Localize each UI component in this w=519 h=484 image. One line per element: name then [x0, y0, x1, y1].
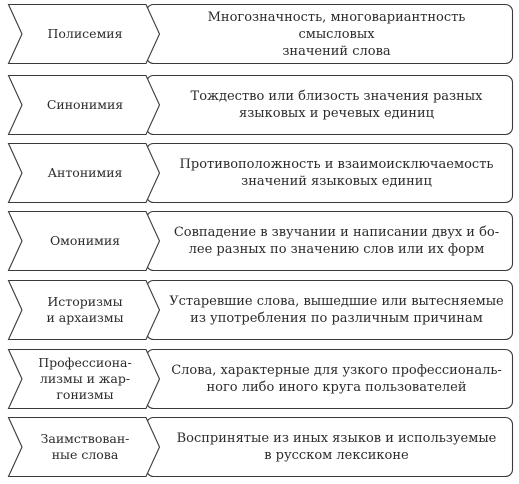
definition-box [146, 211, 513, 271]
term-text: Полисемия [47, 26, 123, 41]
term-text: Историзмы и архаизмы [46, 294, 124, 325]
diagram-row [0, 280, 519, 340]
term-arrow [8, 211, 160, 271]
term-arrow [8, 417, 160, 477]
term-arrow [8, 349, 160, 409]
term-text: Омонимия [49, 233, 121, 248]
definition-box [146, 75, 513, 135]
definition-box [146, 417, 513, 477]
definition-box [146, 143, 513, 203]
definition-box [146, 4, 513, 64]
diagram-row [0, 349, 519, 409]
diagram-row [0, 4, 519, 64]
diagram-row [0, 417, 519, 477]
term-arrow [8, 75, 160, 135]
definition-text: Слова, характерные для узкого профессиональ- ного либо иного круга пользователей [171, 363, 502, 395]
definition-text: Многозначность, многовариантность смысловых значений слова [207, 9, 466, 59]
definition-text: Совпадение в звучании и написании двух и бо- лее разных по значению слов или их форм [173, 225, 500, 257]
definition-text: Воспринятые из иных языков и используемые в русском лексиконе [176, 431, 497, 463]
term-arrow [8, 280, 160, 340]
term-text: Заимствован- ные слова [40, 431, 130, 462]
definition-box [146, 349, 513, 409]
term-arrow [8, 4, 160, 64]
definition-text: Противоположность и взаимоисключаемость значений языковых единиц [179, 157, 494, 189]
term-text: Антонимия [47, 165, 123, 180]
diagram-row [0, 211, 519, 271]
diagram-row [0, 75, 519, 135]
definition-text: Устаревшие слова, вышедшие или вытесняемые из употребления по различным причинам [169, 294, 504, 326]
term-arrow [8, 143, 160, 203]
definition-box [146, 280, 513, 340]
term-text: Профессиона- лизмы и жар- гонизмы [38, 355, 132, 402]
term-text: Синонимия [46, 97, 124, 112]
definition-text: Тождество или близость значения разных языковых и речевых единиц [190, 89, 483, 121]
diagram-row [0, 143, 519, 203]
